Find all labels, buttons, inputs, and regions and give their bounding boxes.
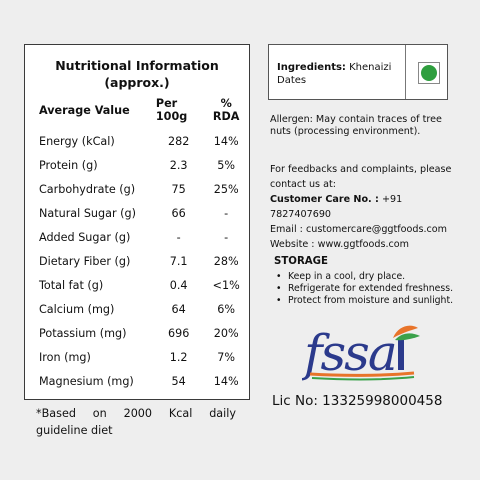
- table-row: [39, 177, 245, 201]
- customer-care-number: +91 7827407690: [270, 194, 403, 220]
- nutrient-name: Added Sugar (g): [39, 230, 131, 244]
- nutrient-per100g: 282: [167, 134, 190, 148]
- website-line: [270, 237, 460, 252]
- nutrient-name: Total fat (g): [39, 279, 104, 293]
- fssai-logo: [302, 318, 422, 382]
- license-number: Lic No: 13325998000458: [272, 393, 443, 409]
- header-per-100g: Per 100g: [155, 97, 188, 123]
- table-row: [39, 153, 245, 177]
- nutrient-rda: 6%: [217, 303, 236, 317]
- allergen-note: Allergen: May contain traces of tree nuts (processing environment).: [270, 114, 442, 137]
- nutrient-per100g: -: [176, 230, 181, 244]
- website-url: www.ggtfoods.com: [317, 239, 409, 250]
- fssai-i-stem: [398, 340, 404, 370]
- nutrient-per100g: 696: [167, 327, 190, 341]
- nutrient-rda: 14%: [213, 375, 239, 389]
- nutrient-name: Protein (g): [39, 158, 98, 172]
- nutrient-rda: 20%: [213, 327, 239, 341]
- table-row: [39, 322, 245, 346]
- nutrient-name: Dietary Fiber (g): [39, 255, 131, 269]
- nutrition-header-row: [39, 97, 245, 123]
- table-row: [39, 201, 245, 225]
- feedback-intro: For feedbacks and complaints, please contact us at:: [270, 164, 452, 190]
- ingredients-label: Ingredients:: [277, 62, 346, 73]
- nutrition-title: [25, 57, 249, 91]
- nutrient-per100g: 75: [171, 182, 186, 196]
- ingredients-value: Khenaizi Dates: [277, 62, 392, 86]
- svg-text:fssa: fssa: [304, 324, 396, 382]
- ingredients-divider: [405, 45, 406, 99]
- header-rda: % RDA: [212, 97, 240, 123]
- nutrient-per100g: 66: [171, 206, 186, 220]
- nutrition-panel: [24, 44, 250, 400]
- nutrient-name: Natural Sugar (g): [39, 206, 136, 220]
- nutrient-rda: 5%: [217, 158, 236, 172]
- table-row: [39, 129, 245, 153]
- nutrient-per100g: 64: [171, 303, 186, 317]
- list-item: • Keep in a cool, dry place.: [276, 271, 476, 283]
- table-row: [39, 274, 245, 298]
- nutrient-per100g: 0.4: [169, 279, 188, 293]
- nutrient-per100g: 54: [171, 375, 186, 389]
- nutrient-name: Iron (mg): [39, 351, 91, 365]
- nutrient-rda: 14%: [213, 134, 239, 148]
- nutrient-name: Energy (kCal): [39, 134, 115, 148]
- table-row: [39, 249, 245, 273]
- table-row: [39, 225, 245, 249]
- vegetarian-dot-icon: [421, 65, 437, 81]
- storage-list: [276, 271, 476, 307]
- ingredients-text: [277, 61, 402, 87]
- nutrient-name: Magnesium (mg): [39, 375, 134, 389]
- email-label: Email :: [270, 224, 303, 235]
- nutrient-per100g: 1.2: [169, 351, 188, 365]
- website-label: Website :: [270, 239, 315, 250]
- nutrient-rda: -: [224, 206, 229, 220]
- list-item: • Protect from moisture and sunlight.: [276, 295, 476, 307]
- table-row: [39, 346, 245, 370]
- list-item: • Refrigerate for extended freshness.: [276, 283, 476, 295]
- rda-footnote: *Based on 2000 Kcal daily guideline diet: [36, 407, 236, 437]
- header-average-value: Average Value: [39, 103, 130, 117]
- feedback-contact: [270, 162, 460, 252]
- nutrient-per100g: 7.1: [169, 255, 188, 269]
- nutrient-name: Carbohydrate (g): [39, 182, 136, 196]
- vegetarian-mark-icon: [418, 62, 440, 84]
- nutrition-table: [39, 97, 245, 394]
- email-line: [270, 222, 460, 237]
- nutrition-title-main: Nutritional Information: [55, 58, 219, 73]
- nutrient-rda: <1%: [212, 279, 240, 293]
- customer-care-line: [270, 192, 460, 222]
- nutrient-rda: -: [224, 230, 229, 244]
- nutrition-title-sub: (approx.): [104, 75, 170, 90]
- customer-care-label: Customer Care No. :: [270, 194, 379, 205]
- nutrient-name: Calcium (mg): [39, 303, 115, 317]
- nutrient-name: Potassium (mg): [39, 327, 127, 341]
- nutrient-rda: 7%: [217, 351, 236, 365]
- email-address: customercare@ggtfoods.com: [305, 224, 448, 235]
- table-row: [39, 298, 245, 322]
- nutrient-rda: 28%: [213, 255, 239, 269]
- table-row: [39, 370, 245, 394]
- storage-title: STORAGE: [274, 256, 328, 267]
- nutrient-per100g: 2.3: [169, 158, 188, 172]
- nutrient-rda: 25%: [213, 182, 239, 196]
